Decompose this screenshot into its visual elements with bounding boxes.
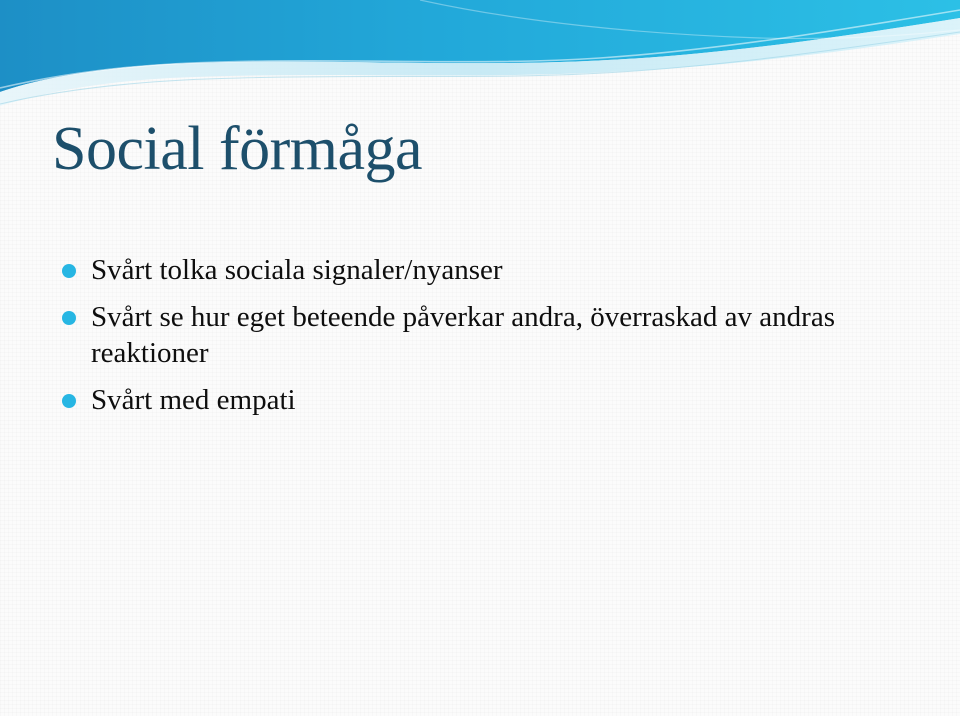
bullet-item: [60, 299, 920, 371]
bullet-item: [60, 252, 920, 288]
bullet-dot-icon: [62, 264, 76, 278]
bullet-item: [60, 382, 920, 418]
bullet-text: Svårt tolka sociala signaler/nyanser: [91, 254, 503, 286]
slide-title: Social förmåga: [52, 115, 423, 183]
bullet-dot-icon: [62, 311, 76, 325]
bullet-list: [60, 252, 920, 429]
bullet-text: Svårt med empati: [91, 384, 296, 416]
bullet-text: Svårt se hur eget beteende påverkar andra, överraskad av andras reaktioner: [91, 301, 835, 369]
header-wave-decoration: [0, 0, 960, 110]
bullet-dot-icon: [62, 394, 76, 408]
